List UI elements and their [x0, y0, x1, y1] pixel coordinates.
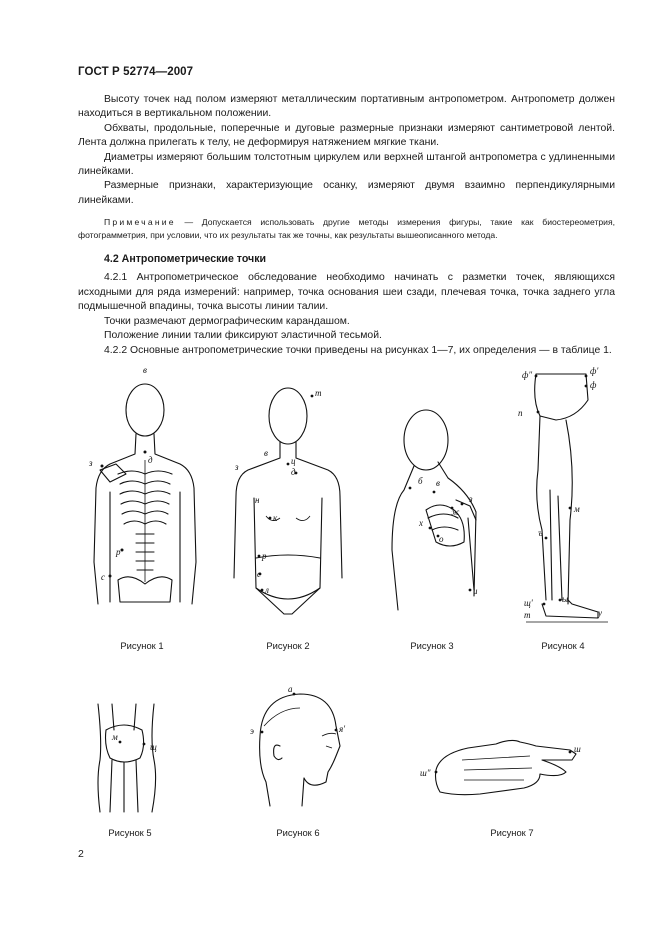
fig4-label-f1: ф' — [590, 366, 599, 376]
note — [78, 216, 615, 241]
fig7-label-sh2: ш" — [420, 768, 431, 778]
fig6-label-e: э — [250, 726, 254, 736]
fig4-label-t: т — [524, 610, 531, 620]
paragraph: Обхваты, продольные, поперечные и дуговые размерные признаки измеряют сантиметровой лентой. Лента должна прилегать к телу, не деформируя натяжением мягкие ткани. — [78, 122, 615, 149]
paragraph: Точки размечают дермографическим карандашом. — [104, 315, 350, 327]
paragraph: 4.2.2 Основные антропометрические точки приведены на рисунках 1—7, их определения — в таблице 1. — [104, 344, 612, 356]
fig2-label-r: р — [262, 551, 267, 561]
figure-6-head-profile — [240, 686, 360, 816]
fig4-label-p: п — [518, 408, 523, 418]
figure-4-leg-side — [506, 360, 612, 630]
paragraph: 4.2.1 Антропометрическое обследование необходимо начинать с разметки точек, являющихся исходными для ряда измерений: например, точка основания шеи сзади, плечевая точка, точка заднего угла подмышечной впадины, точка высоты линии талии. — [78, 272, 615, 313]
fig5-label-shch: щ — [150, 742, 157, 752]
fig2-label-s: с — [257, 569, 261, 579]
fig2-label-t: т — [315, 388, 322, 398]
paragraph: Высоту точек над полом измеряют металлическим портативным антропометром. Антропометр должен находиться в вертикальном положении. — [78, 94, 615, 120]
fig3-label-i: и — [473, 586, 478, 596]
fig2-label-k: к — [273, 513, 278, 523]
fig3-label-b: б — [418, 476, 423, 486]
figure-7-hand — [420, 730, 596, 810]
fig3-label-o: о — [439, 534, 444, 544]
fig1-label-r: р — [116, 547, 121, 557]
fig1-label-d: д — [148, 455, 153, 465]
figure-2-front-torso — [226, 378, 356, 628]
fig2-label-l: л — [265, 585, 269, 595]
paragraph: Положение линии талии фиксируют эластичной тесьмой. — [104, 330, 382, 342]
fig2-label-z: з — [235, 462, 239, 472]
figure-1-back-skeleton — [80, 362, 210, 630]
fig4-label-f2: ф" — [522, 370, 533, 380]
fig4-label-f: ф — [590, 380, 597, 390]
paragraph: Размерные признаки, характеризующие осанку, измеряют двумя взаимно перпендикулярными линейками. — [78, 180, 615, 206]
figure-1-caption: Рисунок 1 — [120, 640, 164, 651]
page-number: 2 — [78, 848, 84, 860]
fig4-label-u: у — [598, 608, 602, 618]
note-text: — Допускается использовать другие методы измерения фигуры, такие как биостереометрия, фотограмметрия, при условии, что их результаты так же точны, как результаты вышеописанного метода. — [78, 217, 615, 240]
fig3-label-v: в — [436, 478, 440, 488]
fig1-label-s: с — [101, 572, 105, 582]
figure-4-caption: Рисунок 4 — [541, 640, 585, 651]
fig3-label-z: з — [469, 494, 473, 504]
figure-2-caption: Рисунок 2 — [266, 640, 310, 651]
fig7-label-sh: ш — [574, 744, 581, 754]
fig6-label-a: а — [288, 686, 293, 694]
fig1-label-z: з — [89, 458, 93, 468]
fig3-label-h: х — [419, 518, 423, 528]
fig4-label-hard: ъ — [538, 528, 543, 538]
fig3-label-zh: ж — [451, 507, 460, 517]
fig4-label-y: ы — [562, 594, 569, 604]
fig6-label-ya: я' — [339, 724, 346, 734]
body-text — [78, 93, 615, 358]
fig2-label-n: н — [255, 495, 260, 505]
figure-5-knee — [84, 700, 168, 816]
fig5-label-m: м — [112, 732, 118, 742]
section-title: 4.2 Антропометрические точки — [104, 253, 267, 266]
figure-3-shoulder-view — [378, 400, 498, 626]
note-label: Примечание — [104, 217, 176, 228]
paragraph: Диаметры измеряют большим толстотным циркулем или верхней штангой антропометра с удлиненными линейками. — [78, 151, 615, 178]
figure-6-caption: Рисунок 6 — [276, 827, 320, 838]
fig4-label-shch1: щ' — [524, 598, 533, 608]
figure-3-caption: Рисунок 3 — [410, 640, 454, 651]
fig2-label-d: д — [291, 467, 296, 477]
figure-5-caption: Рисунок 5 — [108, 827, 152, 838]
fig2-label-c: ц — [291, 456, 296, 466]
figure-7-caption: Рисунок 7 — [490, 827, 534, 838]
standard-header: ГОСТ Р 52774—2007 — [78, 66, 194, 78]
fig4-label-m: м — [574, 504, 580, 514]
fig2-label-v: в — [264, 448, 268, 458]
fig1-label-v: в — [143, 365, 147, 375]
